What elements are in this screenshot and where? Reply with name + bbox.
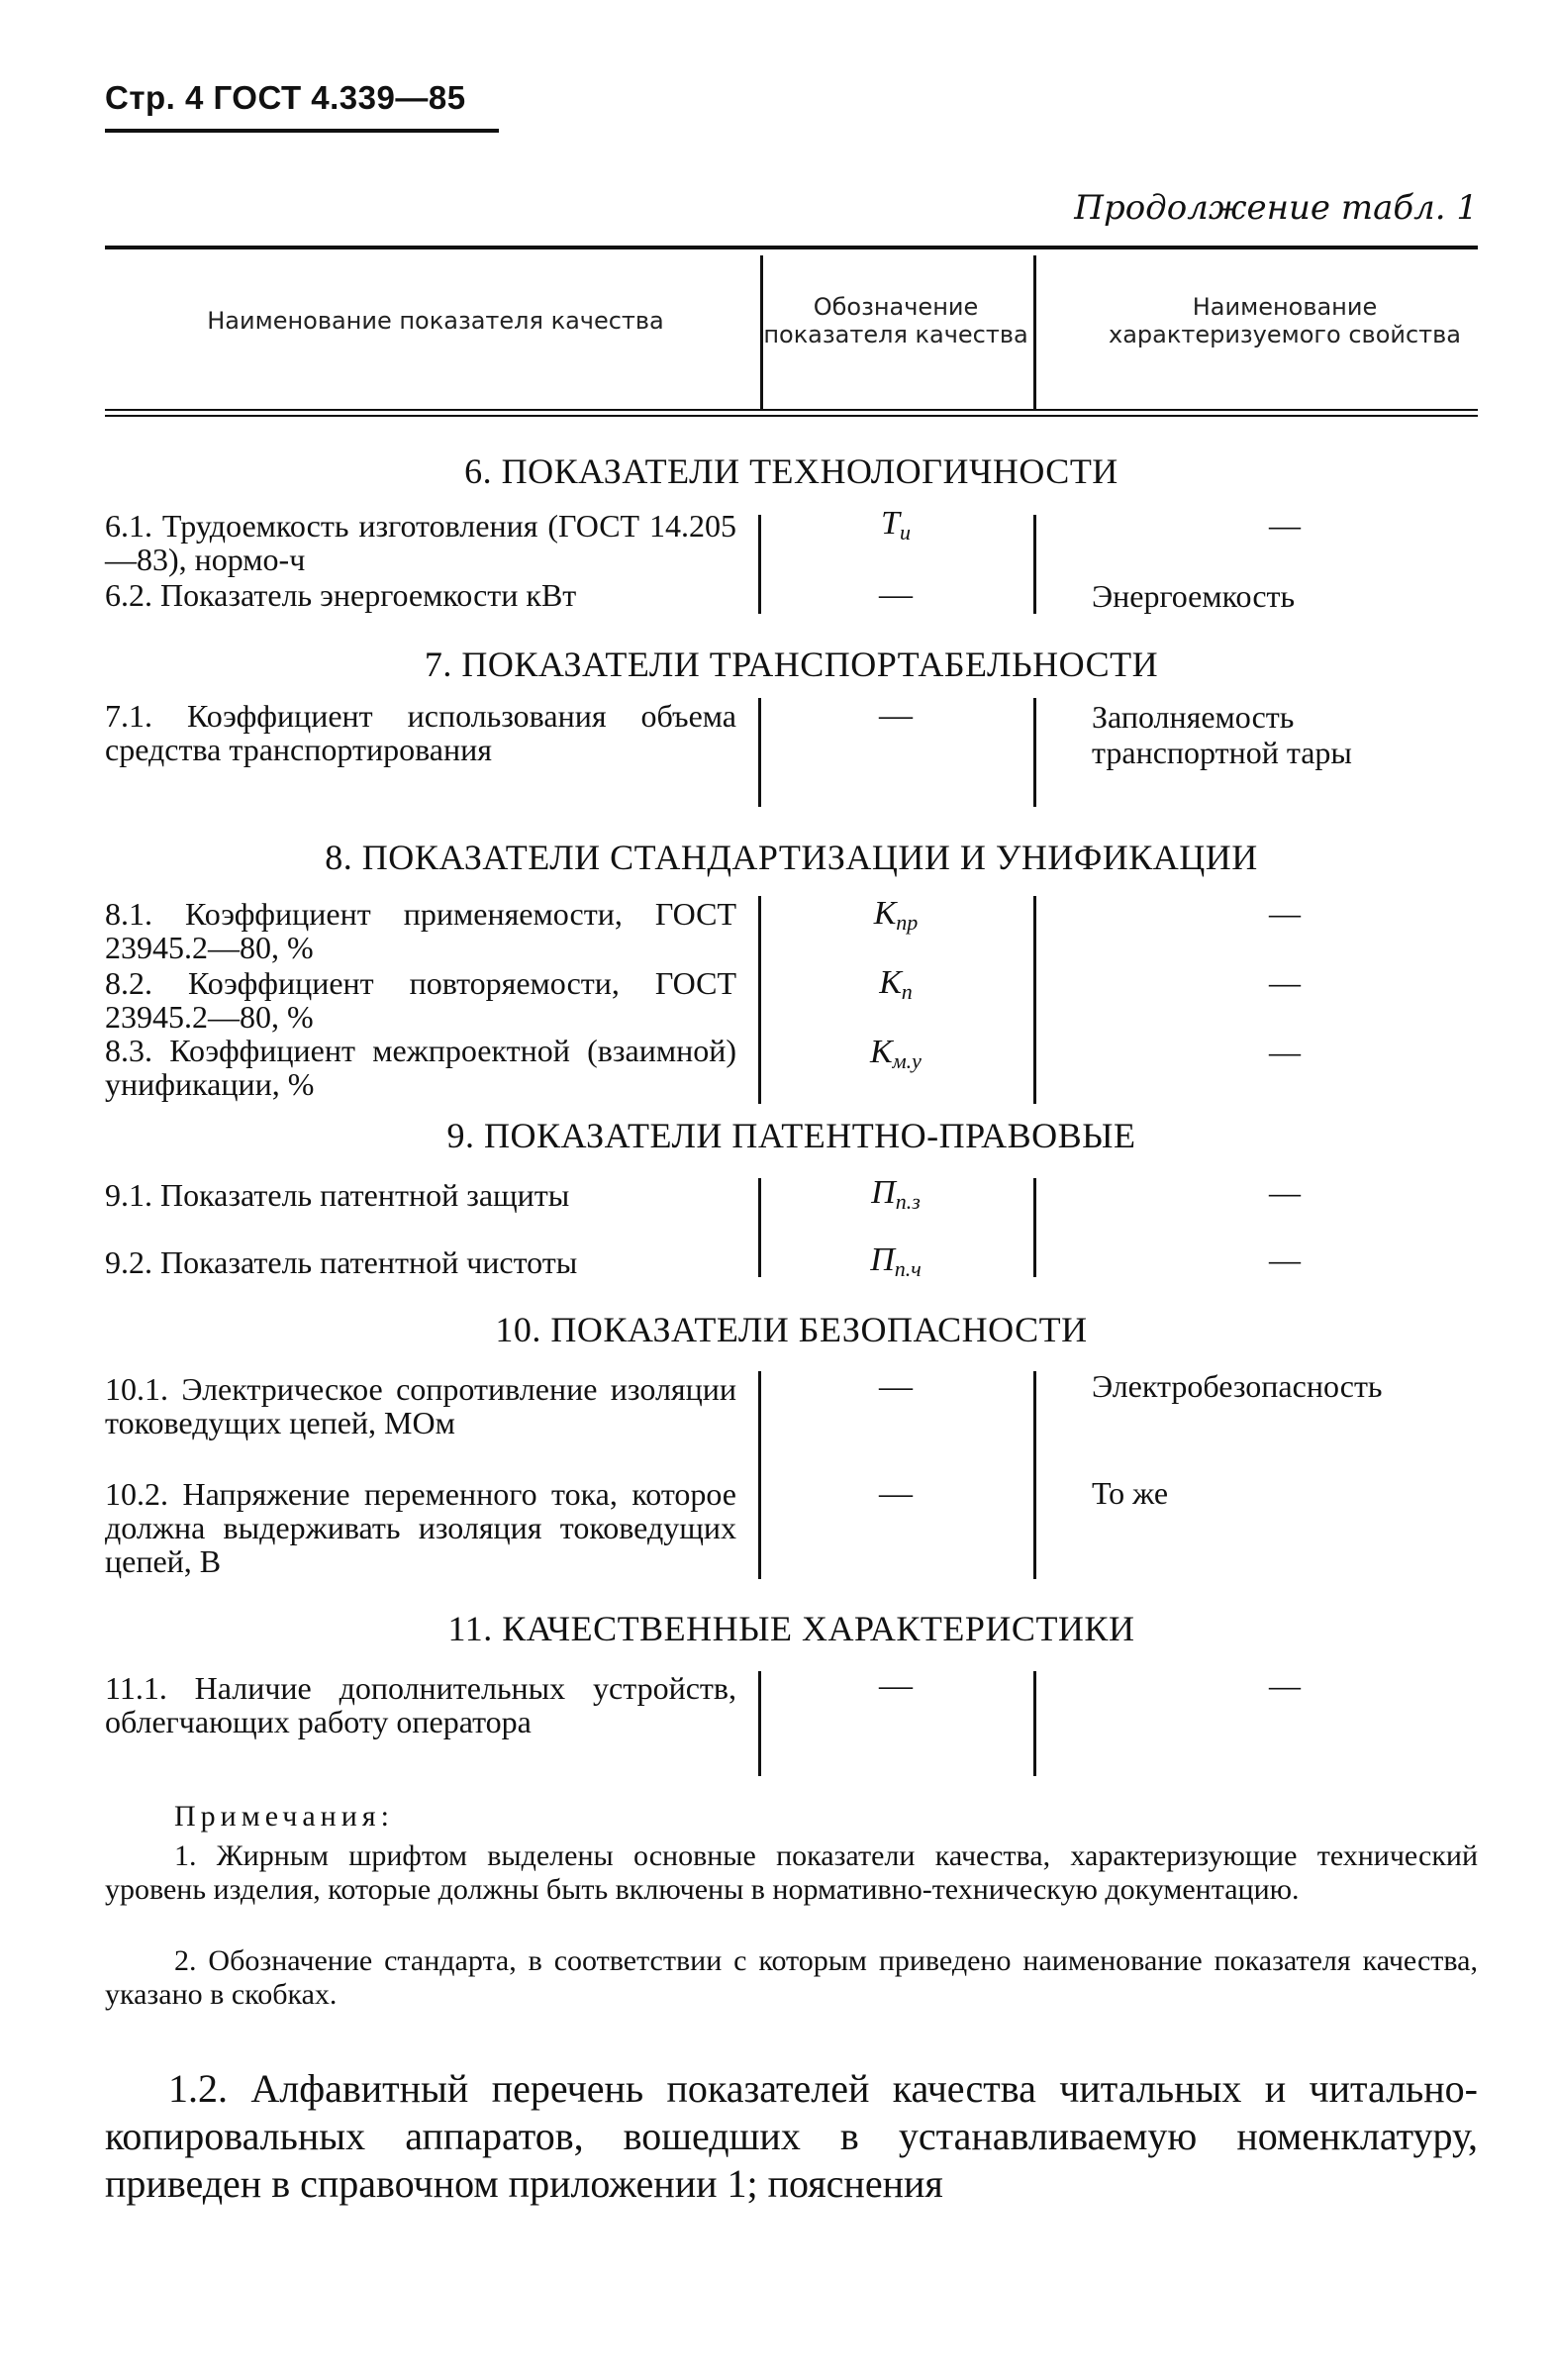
indicator-name: 6.1. Трудоемкость изготовления (ГОСТ 14.205—83), нормо-ч [105, 508, 736, 577]
indicator-name: 8.3. Коэффициент межпроектной (взаимной) унификации, % [105, 1033, 736, 1102]
indicator-name: 6.2. Показатель энергоемкости кВт [105, 577, 577, 613]
note-item: 1. Жирным шрифтом выделены основные показатели качества, характеризующие технический уровень изделия, которые должны быть включены в нормативно-техническую документацию. [105, 1839, 1478, 1906]
notes-title: Примечания: [174, 1800, 394, 1833]
column-divider [1033, 1671, 1036, 1776]
indicator-symbol: — [879, 1475, 913, 1512]
indicator-symbol: — [879, 576, 913, 613]
indicator-property: Заполняемость транспортной тары [1092, 699, 1352, 770]
column-divider [758, 515, 761, 614]
column-divider [1033, 1178, 1036, 1277]
indicator-name: 10.2. Напряжение переменного тока, которое должна выдерживать изоляция токоведущих цепей, В [105, 1476, 736, 1579]
column-divider [1033, 698, 1036, 807]
indicator-property: — [1269, 1241, 1301, 1277]
table-head-rule-2 [105, 415, 1478, 417]
table-continuation-label: Продолжение табл. 1 [1074, 188, 1478, 228]
indicator-symbol: — [879, 1368, 913, 1405]
note-item: 2. Обозначение стандарта, в соответствии с которым приведено наименование показателя качества, указано в скобках. [105, 1944, 1478, 2011]
indicator-property: — [1269, 1174, 1301, 1210]
column-header-name: Наименование показателя качества [207, 307, 664, 335]
page-header: Стр. 4 ГОСТ 4.339—85 [105, 79, 466, 116]
column-divider [1033, 1371, 1036, 1579]
column-divider [760, 255, 763, 410]
column-header-property: Наименование характеризуемого свойства [1108, 293, 1461, 348]
section-title: 10. ПОКАЗАТЕЛИ БЕЗОПАСНОСТИ [495, 1310, 1088, 1349]
indicator-property: Энергоемкость [1092, 578, 1296, 614]
column-divider [758, 698, 761, 807]
indicator-symbol: — [879, 697, 913, 734]
indicator-name: 8.2. Коэффициент повторяемости, ГОСТ 23945.2—80, % [105, 965, 736, 1035]
indicator-property: — [1269, 1034, 1301, 1069]
section-title: 6. ПОКАЗАТЕЛИ ТЕХНОЛОГИЧНОСТИ [464, 451, 1118, 491]
column-divider [1033, 896, 1036, 1104]
indicator-property: То же [1092, 1475, 1169, 1511]
body-paragraph: 1.2. Алфавитный перечень показателей качества читальных и читально-копировальных аппаратов, вошедших в устанавливаемую номенклатуру, приведен в справочном приложении 1; пояснения [105, 2066, 1478, 2206]
column-divider [1033, 515, 1036, 614]
indicator-property: — [1269, 895, 1301, 931]
indicator-symbol: — [879, 1667, 913, 1704]
indicator-symbol: $П_{п.з}$ [871, 1174, 921, 1214]
indicator-name: 10.1. Электрическое сопротивление изоляции токоведущих цепей, МОм [105, 1371, 736, 1440]
indicator-symbol: $К_п$ [879, 964, 913, 1004]
indicator-symbol: $Т_и$ [881, 505, 911, 545]
column-divider [758, 1371, 761, 1579]
table-head-rule-1 [105, 409, 1478, 411]
table-top-rule [105, 246, 1478, 249]
section-title: 7. ПОКАЗАТЕЛИ ТРАНСПОРТАБЕЛЬНОСТИ [424, 645, 1159, 684]
indicator-symbol: $П_{п.ч}$ [870, 1241, 922, 1281]
indicator-property: Электробезопасность [1092, 1368, 1383, 1404]
section-title: 11. КАЧЕСТВЕННЫЕ ХАРАКТЕРИСТИКИ [447, 1609, 1135, 1648]
indicator-name: 9.2. Показатель патентной чистоты [105, 1244, 578, 1280]
section-title: 8. ПОКАЗАТЕЛИ СТАНДАРТИЗАЦИИ И УНИФИКАЦИИ [325, 838, 1258, 877]
indicator-property: — [1269, 507, 1301, 543]
indicator-name: 11.1. Наличие дополнительных устройств, облегчающих работу оператора [105, 1670, 736, 1739]
indicator-symbol: $К_{пр}$ [873, 895, 919, 935]
indicator-symbol: $К_{м.у}$ [870, 1034, 922, 1073]
indicator-property: — [1269, 964, 1301, 1000]
column-divider [1033, 255, 1036, 410]
column-divider [758, 1178, 761, 1277]
indicator-name: 7.1. Коэффициент использования объема средства транспортирования [105, 698, 736, 767]
column-divider [758, 1671, 761, 1776]
column-divider [758, 896, 761, 1104]
indicator-name: 8.1. Коэффициент применяемости, ГОСТ 23945.2—80, % [105, 896, 736, 965]
column-header-symbol: Обозначение показателя качества [763, 293, 1028, 348]
indicator-property: — [1269, 1667, 1301, 1703]
indicator-name: 9.1. Показатель патентной защиты [105, 1177, 570, 1213]
header-underline [105, 129, 499, 133]
section-title: 9. ПОКАЗАТЕЛИ ПАТЕНТНО-ПРАВОВЫЕ [446, 1116, 1136, 1155]
